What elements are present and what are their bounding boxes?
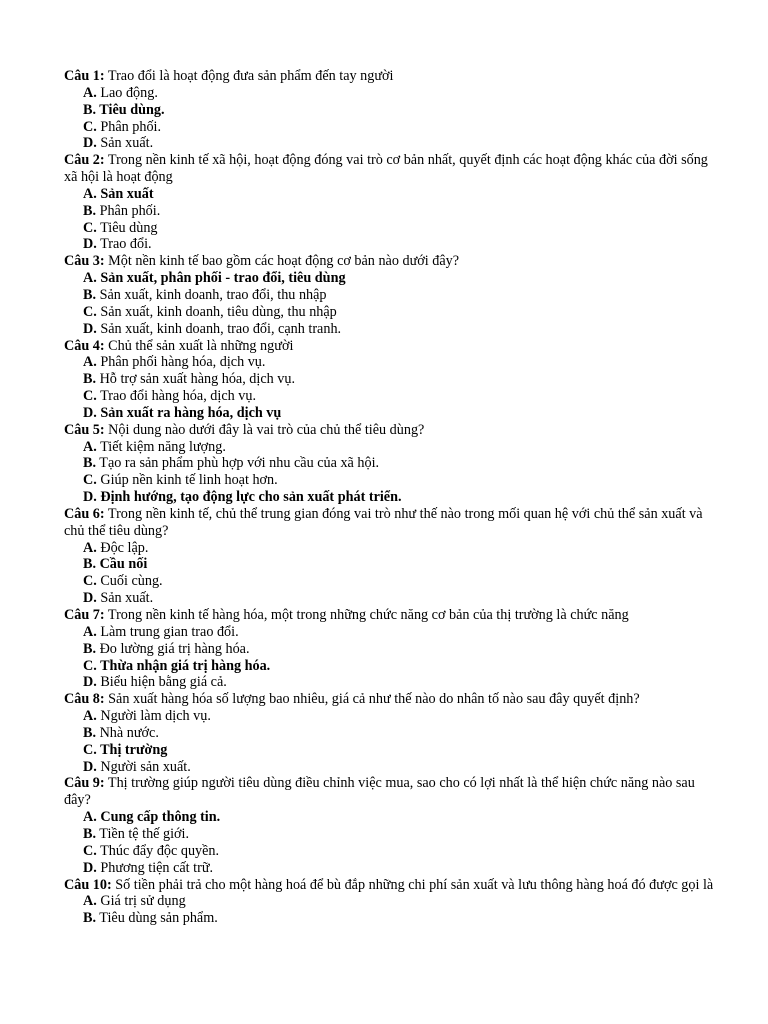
option-letter: C. (83, 388, 97, 405)
question-text (64, 422, 716, 439)
answer-option-correct (83, 270, 716, 287)
answer-option (83, 135, 716, 152)
question-block (64, 253, 716, 337)
option-text: Tạo ra sản phẩm phù hợp với nhu cầu của xã hội. (96, 455, 380, 472)
option-text: Hỗ trợ sản xuất hàng hóa, dịch vụ. (96, 371, 296, 388)
answer-option-correct (83, 556, 716, 573)
option-text: Thị trường (96, 741, 168, 758)
question-number: Câu 10: (64, 876, 112, 893)
question-stem: Trong nền kinh tế hàng hóa, một trong những chức năng cơ bản của thị trường là chức năng (104, 607, 629, 623)
question-block (64, 691, 716, 775)
option-text: Phân phối hàng hóa, dịch vụ. (96, 354, 266, 371)
option-text: Trao đổi hàng hóa, dịch vụ. (96, 388, 257, 405)
question-block (64, 152, 716, 253)
answer-option (83, 439, 716, 456)
option-letter: D. (83, 489, 97, 506)
option-text: Sản xuất. (96, 590, 154, 607)
option-text: Người sản xuất. (96, 758, 191, 775)
question-number: Câu 4: (64, 337, 105, 354)
answer-option (83, 624, 716, 641)
question-text (64, 68, 716, 85)
answer-option (83, 725, 716, 742)
question-block (64, 607, 716, 691)
option-text: Làm trung gian trao đổi. (96, 623, 239, 640)
option-text: Lao động. (96, 84, 158, 101)
option-letter: C. (83, 219, 97, 236)
question-number: Câu 8: (64, 691, 105, 708)
option-letter: B. (83, 286, 97, 303)
question-block (64, 506, 716, 607)
option-letter: D. (83, 404, 97, 421)
question-text (64, 253, 716, 270)
option-text: Nhà nước. (96, 724, 159, 741)
option-letter: B. (83, 825, 97, 842)
option-letter: B. (83, 455, 97, 472)
question-stem: Một nền kinh tế bao gồm các hoạt động cơ bản nào dưới đây? (104, 253, 460, 270)
question-block (64, 775, 716, 876)
question-number: Câu 6: (64, 505, 105, 522)
answer-option (83, 674, 716, 691)
option-text: Sản xuất, kinh doanh, trao đổi, thu nhập (96, 286, 327, 303)
option-text: Phương tiện cất trữ. (96, 859, 214, 876)
option-text: Tiền tệ thế giới. (96, 825, 190, 842)
answer-option (83, 85, 716, 102)
question-stem: Số tiền phải trả cho một hàng hoá để bù đắp những chi phí sản xuất và lưu thông hàng hoá đó được gọi là (111, 876, 714, 893)
question-stem: Sản xuất hàng hóa số lượng bao nhiêu, giá cả như thế nào do nhân tố nào sau đây quyết định? (104, 691, 640, 708)
answer-option (83, 641, 716, 658)
option-letter: C. (83, 118, 97, 135)
question-text (64, 691, 716, 708)
question-number: Câu 1: (64, 68, 105, 84)
option-letter: A. (83, 354, 97, 371)
answer-option (83, 455, 716, 472)
option-text: Phân phối. (96, 202, 161, 219)
answer-option (83, 388, 716, 405)
question-text (64, 152, 716, 186)
answer-option (83, 590, 716, 607)
option-text: Tiêu dùng. (96, 101, 165, 118)
question-stem: Thị trường giúp người tiêu dùng điều chỉnh việc mua, sao cho có lợi nhất là thể hiện chức năng nào sau đây? (64, 775, 695, 809)
option-text: Định hướng, tạo động lực cho sản xuất phát triển. (96, 489, 402, 506)
answer-option (83, 354, 716, 371)
answer-option (83, 540, 716, 557)
answer-option-correct (83, 102, 716, 119)
question-stem: Trong nền kinh tế, chủ thể trung gian đóng vai trò như thế nào trong mối quan hệ với chủ thể sản xuất và chủ thể tiêu dùng? (64, 505, 703, 539)
option-text: Cuối cùng. (96, 573, 163, 590)
option-letter: A. (83, 809, 97, 826)
option-letter: B. (83, 371, 97, 388)
question-stem: Trao đổi là hoạt động đưa sản phẩm đến tay người (104, 68, 394, 84)
question-number: Câu 2: (64, 152, 105, 169)
answer-option (83, 304, 716, 321)
answer-option (83, 759, 716, 776)
answer-option-correct (83, 186, 716, 203)
option-letter: D. (83, 674, 97, 691)
option-text: Tiêu dùng (96, 219, 158, 236)
question-stem: Chủ thể sản xuất là những người (104, 337, 294, 354)
document-body (64, 68, 716, 927)
answer-option (83, 472, 716, 489)
option-letter: B. (83, 640, 97, 657)
answer-option (83, 843, 716, 860)
option-text: Giá trị sử dụng (96, 893, 186, 910)
answer-option (83, 893, 716, 910)
option-letter: C. (83, 842, 97, 859)
answer-option (83, 287, 716, 304)
answer-option-correct (83, 489, 716, 506)
option-letter: D. (83, 590, 97, 607)
question-number: Câu 7: (64, 607, 105, 623)
question-stem: Nội dung nào dưới đây là vai trò của chủ thể tiêu dùng? (104, 421, 425, 438)
option-letter: C. (83, 741, 97, 758)
option-letter: A. (83, 893, 97, 910)
question-block (64, 877, 716, 928)
option-text: Sản xuất, kinh doanh, tiêu dùng, thu nhập (96, 303, 337, 320)
option-letter: A. (83, 438, 97, 455)
answer-option (83, 910, 716, 927)
option-text: Độc lập. (96, 539, 149, 556)
option-letter: A. (83, 185, 97, 202)
answer-option (83, 573, 716, 590)
option-text: Biểu hiện bằng giá cả. (96, 674, 227, 691)
answer-option-correct (83, 658, 716, 675)
option-text: Sản xuất (96, 185, 154, 202)
option-text: Sản xuất, phân phối - trao đổi, tiêu dùng (96, 270, 346, 287)
option-text: Cung cấp thông tin. (96, 809, 221, 826)
answer-option (83, 321, 716, 338)
question-block (64, 338, 716, 422)
option-letter: B. (83, 910, 97, 927)
option-text: Cầu nối (96, 556, 148, 573)
option-text: Phân phối. (96, 118, 162, 135)
option-letter: A. (83, 708, 97, 725)
option-text: Thừa nhận giá trị hàng hóa. (96, 657, 271, 674)
question-text (64, 775, 716, 809)
question-text (64, 607, 716, 624)
answer-option (83, 826, 716, 843)
option-letter: C. (83, 303, 97, 320)
option-text: Sản xuất. (96, 135, 154, 152)
option-text: Người làm dịch vụ. (96, 708, 211, 725)
answer-option (83, 236, 716, 253)
option-letter: A. (83, 623, 97, 640)
answer-option (83, 860, 716, 877)
question-number: Câu 3: (64, 253, 105, 270)
option-letter: D. (83, 859, 97, 876)
question-number: Câu 9: (64, 775, 105, 792)
option-text: Trao đổi. (96, 236, 152, 253)
option-text: Thúc đẩy độc quyền. (96, 842, 220, 859)
question-stem: Trong nền kinh tế xã hội, hoạt động đóng vai trò cơ bản nhất, quyết định các hoạt động khác của đời sống xã hội là hoạt động (64, 152, 708, 186)
question-block (64, 422, 716, 506)
option-letter: D. (83, 236, 97, 253)
option-letter: B. (83, 101, 97, 118)
question-text (64, 506, 716, 540)
answer-option (83, 708, 716, 725)
option-letter: D. (83, 758, 97, 775)
option-letter: A. (83, 539, 97, 556)
option-letter: A. (83, 270, 97, 287)
option-letter: D. (83, 135, 97, 152)
option-letter: B. (83, 556, 97, 573)
option-letter: B. (83, 724, 97, 741)
question-number: Câu 5: (64, 421, 105, 438)
option-text: Đo lường giá trị hàng hóa. (96, 640, 250, 657)
option-text: Sản xuất ra hàng hóa, dịch vụ (96, 404, 282, 421)
answer-option (83, 220, 716, 237)
answer-option-correct (83, 809, 716, 826)
option-letter: A. (83, 84, 97, 101)
question-text (64, 877, 716, 894)
question-text (64, 338, 716, 355)
option-letter: C. (83, 472, 97, 489)
question-block (64, 68, 716, 152)
answer-option-correct (83, 405, 716, 422)
option-text: Tiết kiệm năng lượng. (96, 438, 226, 455)
option-text: Giúp nền kinh tế linh hoạt hơn. (96, 472, 278, 489)
option-text: Tiêu dùng sản phẩm. (96, 910, 218, 927)
option-letter: D. (83, 320, 97, 337)
answer-option (83, 371, 716, 388)
answer-option-correct (83, 742, 716, 759)
answer-option (83, 119, 716, 136)
answer-option (83, 203, 716, 220)
option-text: Sản xuất, kinh doanh, trao đổi, cạnh tranh. (96, 320, 342, 337)
option-letter: C. (83, 573, 97, 590)
option-letter: C. (83, 657, 97, 674)
option-letter: B. (83, 202, 97, 219)
